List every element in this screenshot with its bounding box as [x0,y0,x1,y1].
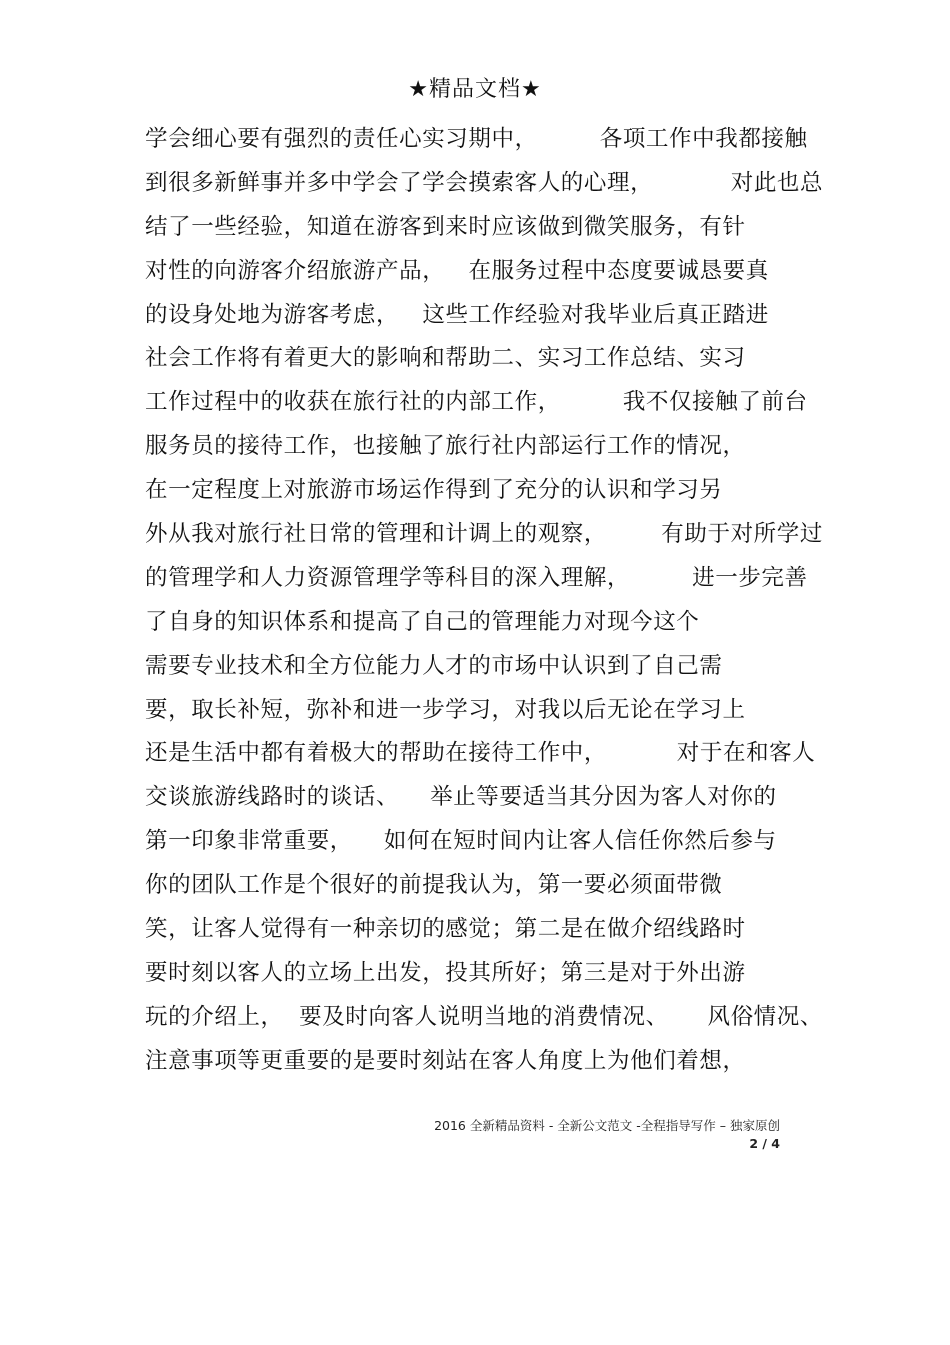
body-line: 外从我对旅行社日常的管理和计调上的观察， 有助于对所学过 [145,521,823,548]
body-line: 要，取长补短，弥补和进一步学习，对我以后无论在学习上 [145,696,746,723]
document-header-title: ★精品文档★ [408,77,542,102]
body-line: 你的团队工作是个很好的前提我认为，第一要必须面带微 [145,872,723,899]
body-line: 了自身的知识体系和提高了自己的管理能力对现今这个 [145,608,700,635]
body-line: 玩的介绍上， 要及时向客人说明当地的消费情况、 风俗情况、 [145,1003,823,1030]
body-line: 对性的向游客介绍旅游产品， 在服务过程中态度要诚恳要真 [145,257,769,284]
body-line: 工作过程中的收获在旅行社的内部工作， 我不仅接触了前台 [145,389,808,416]
body-line: 学会细心要有强烈的责任心实习期中， 各项工作中我都接触 [145,126,808,152]
body-line: 要时刻以客人的立场上出发，投其所好；第三是对于外出游 [145,959,746,986]
body-line: 第一印象非常重要， 如何在短时间内让客人信任你然后参与 [145,828,777,855]
footer-slogan: 2016 全新精品资料 - 全新公文范文 -全程指导写作 – 独家原创 [434,1118,780,1133]
document-body [145,118,845,1084]
body-line: 还是生活中都有着极大的帮助在接待工作中， 对于在和客人 [145,740,816,767]
body-line: 在一定程度上对旅游市场运作得到了充分的认识和学习另 [145,477,723,504]
body-line: 的设身处地为游客考虑， 这些工作经验对我毕业后真正踏进 [145,301,769,328]
body-line: 需要专业技术和全方位能力人才的市场中认识到了自己需 [145,652,723,679]
body-line: 的管理学和人力资源管理学等科目的深入理解， 进一步完善 [145,564,808,591]
body-line: 社会工作将有着更大的影响和帮助二、实习工作总结、实习 [145,345,746,372]
body-line: 注意事项等更重要的是要时刻站在客人角度上为他们着想， [145,1047,746,1074]
body-line: 交谈旅游线路时的谈话、 举止等要适当其分因为客人对你的 [145,784,777,811]
page-number: 2 / 4 [749,1136,780,1151]
body-line: 笑，让客人觉得有一种亲切的感觉；第二是在做介绍线路时 [145,916,746,943]
body-line: 到很多新鲜事并多中学会了学会摸索客人的心理， 对此也总 [145,169,824,196]
body-line: 服务员的接待工作，也接触了旅行社内部运行工作的情况， [145,433,746,460]
body-line: 结了一些经验，知道在游客到来时应该做到微笑服务，有针 [145,213,746,240]
document-footer [0,1117,780,1153]
